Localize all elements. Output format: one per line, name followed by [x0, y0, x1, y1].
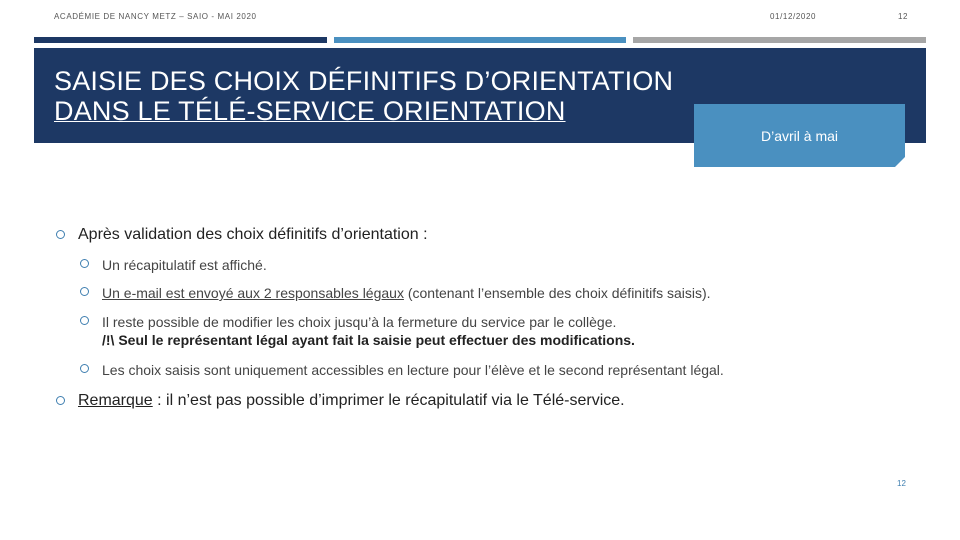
folded-corner: [895, 157, 905, 167]
email-text: [102, 284, 711, 302]
circle-bullet-icon: [56, 230, 65, 239]
remark-label: Remarque: [78, 392, 153, 409]
remark-text: [78, 392, 625, 410]
header-bar-navy: [34, 37, 327, 43]
circle-bullet-icon: [80, 259, 89, 268]
email-underlined-text: Un e-mail est envoyé aux 2 responsables légaux: [102, 285, 404, 301]
date-range-label: D’avril à mai: [760, 127, 838, 144]
circle-bullet-icon: [80, 316, 89, 325]
recap-text: Un récapitulatif est affiché.: [102, 257, 267, 273]
footer-page-number: 12: [897, 479, 906, 488]
warning-text: /!\ Seul le représentant légal ayant fait la saisie peut effectuer des modifications.: [102, 332, 635, 348]
bullet-recap: [80, 256, 267, 274]
email-rest-text: (contenant l’ensemble des choix définitifs saisis).: [403, 285, 711, 301]
header-academy: ACADÉMIE DE NANCY METZ – SAIO - MAI 2020: [54, 12, 257, 21]
bullet-modify: [80, 313, 635, 349]
bullet-remark: [56, 392, 625, 410]
read-text: Les choix saisis sont uniquement accessibles en lecture pour l’élève et le second représentant légal.: [102, 362, 724, 378]
modify-text: Il reste possible de modifier les choix jusqu’à la fermeture du service par le collège.: [102, 314, 617, 330]
circle-bullet-icon: [56, 396, 65, 405]
title-line-1: SAISIE DES CHOIX DÉFINITIFS D’ORIENTATION: [54, 66, 674, 96]
bullet-read: [80, 361, 724, 379]
date-range-box: [694, 104, 905, 167]
modify-block: [102, 313, 635, 349]
intro-text: Après validation des choix définitifs d’orientation :: [78, 226, 428, 243]
header-date: 01/12/2020: [770, 12, 817, 21]
bullet-intro: [56, 226, 428, 244]
header-page-number: 12: [898, 12, 909, 21]
header-bar-blue: [334, 37, 626, 43]
slide-title: [54, 66, 673, 126]
header-bar-grey: [633, 37, 926, 43]
circle-bullet-icon: [80, 364, 89, 373]
bullet-email: [80, 284, 711, 302]
circle-bullet-icon: [80, 287, 89, 296]
remark-body: : il n’est pas possible d’imprimer le récapitulatif via le Télé-service.: [152, 392, 625, 409]
title-line-2: DANS LE TÉLÉ-SERVICE ORIENTATION: [54, 96, 566, 126]
